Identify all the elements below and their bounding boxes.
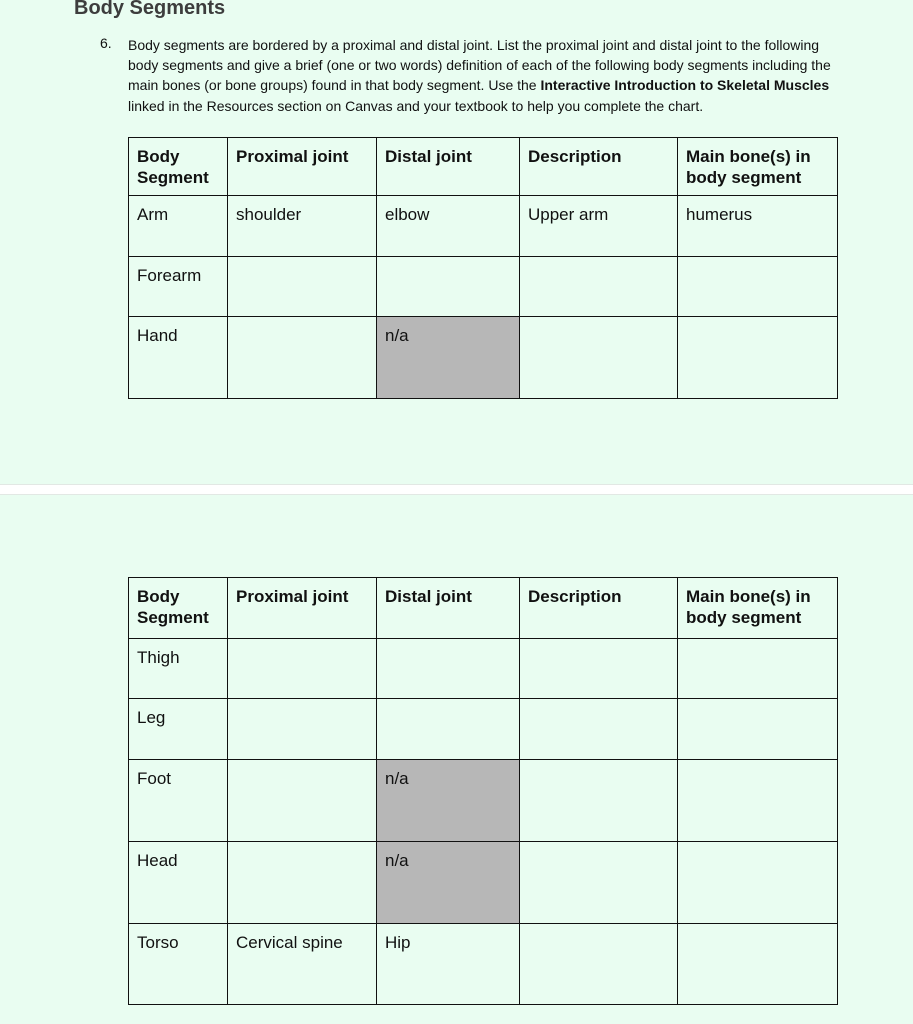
main-bones-cell[interactable] (678, 317, 838, 399)
main-bones-cell[interactable] (678, 924, 838, 1005)
header-body-segment: Body Segment (129, 578, 228, 639)
segment-cell: Head (129, 842, 228, 924)
proximal-joint-cell[interactable] (228, 699, 377, 760)
main-bones-cell[interactable] (678, 257, 838, 317)
header-body-segment: Body Segment (129, 138, 228, 196)
table-header-row (129, 138, 838, 196)
description-cell[interactable] (520, 924, 678, 1005)
table-row (129, 924, 838, 1005)
distal-joint-cell[interactable]: elbow (377, 196, 520, 257)
lower-limb-and-trunk-table (128, 577, 838, 1005)
description-cell[interactable] (520, 639, 678, 699)
distal-joint-cell[interactable]: Hip (377, 924, 520, 1005)
page-break (0, 484, 913, 495)
segment-cell: Forearm (129, 257, 228, 317)
header-distal-joint: Distal joint (377, 578, 520, 639)
table-row (129, 257, 838, 317)
question-text-part2: linked in the Resources section on Canvas and your textbook to help you complete the chart. (128, 97, 704, 114)
proximal-joint-cell[interactable]: shoulder (228, 196, 377, 257)
description-cell[interactable]: Upper arm (520, 196, 678, 257)
description-cell[interactable] (520, 257, 678, 317)
proximal-joint-cell[interactable] (228, 257, 377, 317)
main-bones-cell[interactable] (678, 760, 838, 842)
question-number: 6. (100, 35, 112, 51)
question-text (128, 35, 833, 116)
upper-limb-table (128, 137, 838, 399)
table-row (129, 317, 838, 399)
distal-joint-cell-na: n/a (377, 317, 520, 399)
proximal-joint-cell[interactable] (228, 317, 377, 399)
main-bones-cell[interactable] (678, 842, 838, 924)
proximal-joint-cell[interactable] (228, 842, 377, 924)
segment-cell: Arm (129, 196, 228, 257)
header-distal-joint: Distal joint (377, 138, 520, 196)
segment-cell: Thigh (129, 639, 228, 699)
description-cell[interactable] (520, 317, 678, 399)
description-cell[interactable] (520, 699, 678, 760)
distal-joint-cell-na: n/a (377, 760, 520, 842)
main-bones-cell[interactable]: humerus (678, 196, 838, 257)
segment-cell: Leg (129, 699, 228, 760)
table-row (129, 699, 838, 760)
resource-link-text: Interactive Introduction to Skeletal Muscles (540, 77, 830, 94)
distal-joint-cell[interactable] (377, 639, 520, 699)
header-proximal-joint: Proximal joint (228, 578, 377, 639)
main-bones-cell[interactable] (678, 639, 838, 699)
distal-joint-cell-na: n/a (377, 842, 520, 924)
main-bones-cell[interactable] (678, 699, 838, 760)
proximal-joint-cell[interactable]: Cervical spine (228, 924, 377, 1005)
proximal-joint-cell[interactable] (228, 760, 377, 842)
header-proximal-joint: Proximal joint (228, 138, 377, 196)
header-main-bones: Main bone(s) in body segment (678, 138, 838, 196)
table-row (129, 760, 838, 842)
description-cell[interactable] (520, 842, 678, 924)
header-description: Description (520, 138, 678, 196)
header-description: Description (520, 578, 678, 639)
header-main-bones: Main bone(s) in body segment (678, 578, 838, 639)
question-text-part1: Body segments are bordered by a proximal and distal joint. List the proximal joint and distal joint to the following body segments and give a brief (one or two words) definition of each of the following body segments including the main bones (or bone groups) found in that body segment. Use the (128, 37, 831, 94)
distal-joint-cell[interactable] (377, 257, 520, 317)
segment-cell: Foot (129, 760, 228, 842)
distal-joint-cell[interactable] (377, 699, 520, 760)
segment-cell: Torso (129, 924, 228, 1005)
table-row (129, 639, 838, 699)
table-header-row (129, 578, 838, 639)
segment-cell: Hand (129, 317, 228, 399)
description-cell[interactable] (520, 760, 678, 842)
section-title: Body Segments (74, 0, 226, 19)
proximal-joint-cell[interactable] (228, 639, 377, 699)
table-row (129, 842, 838, 924)
table-row (129, 196, 838, 257)
